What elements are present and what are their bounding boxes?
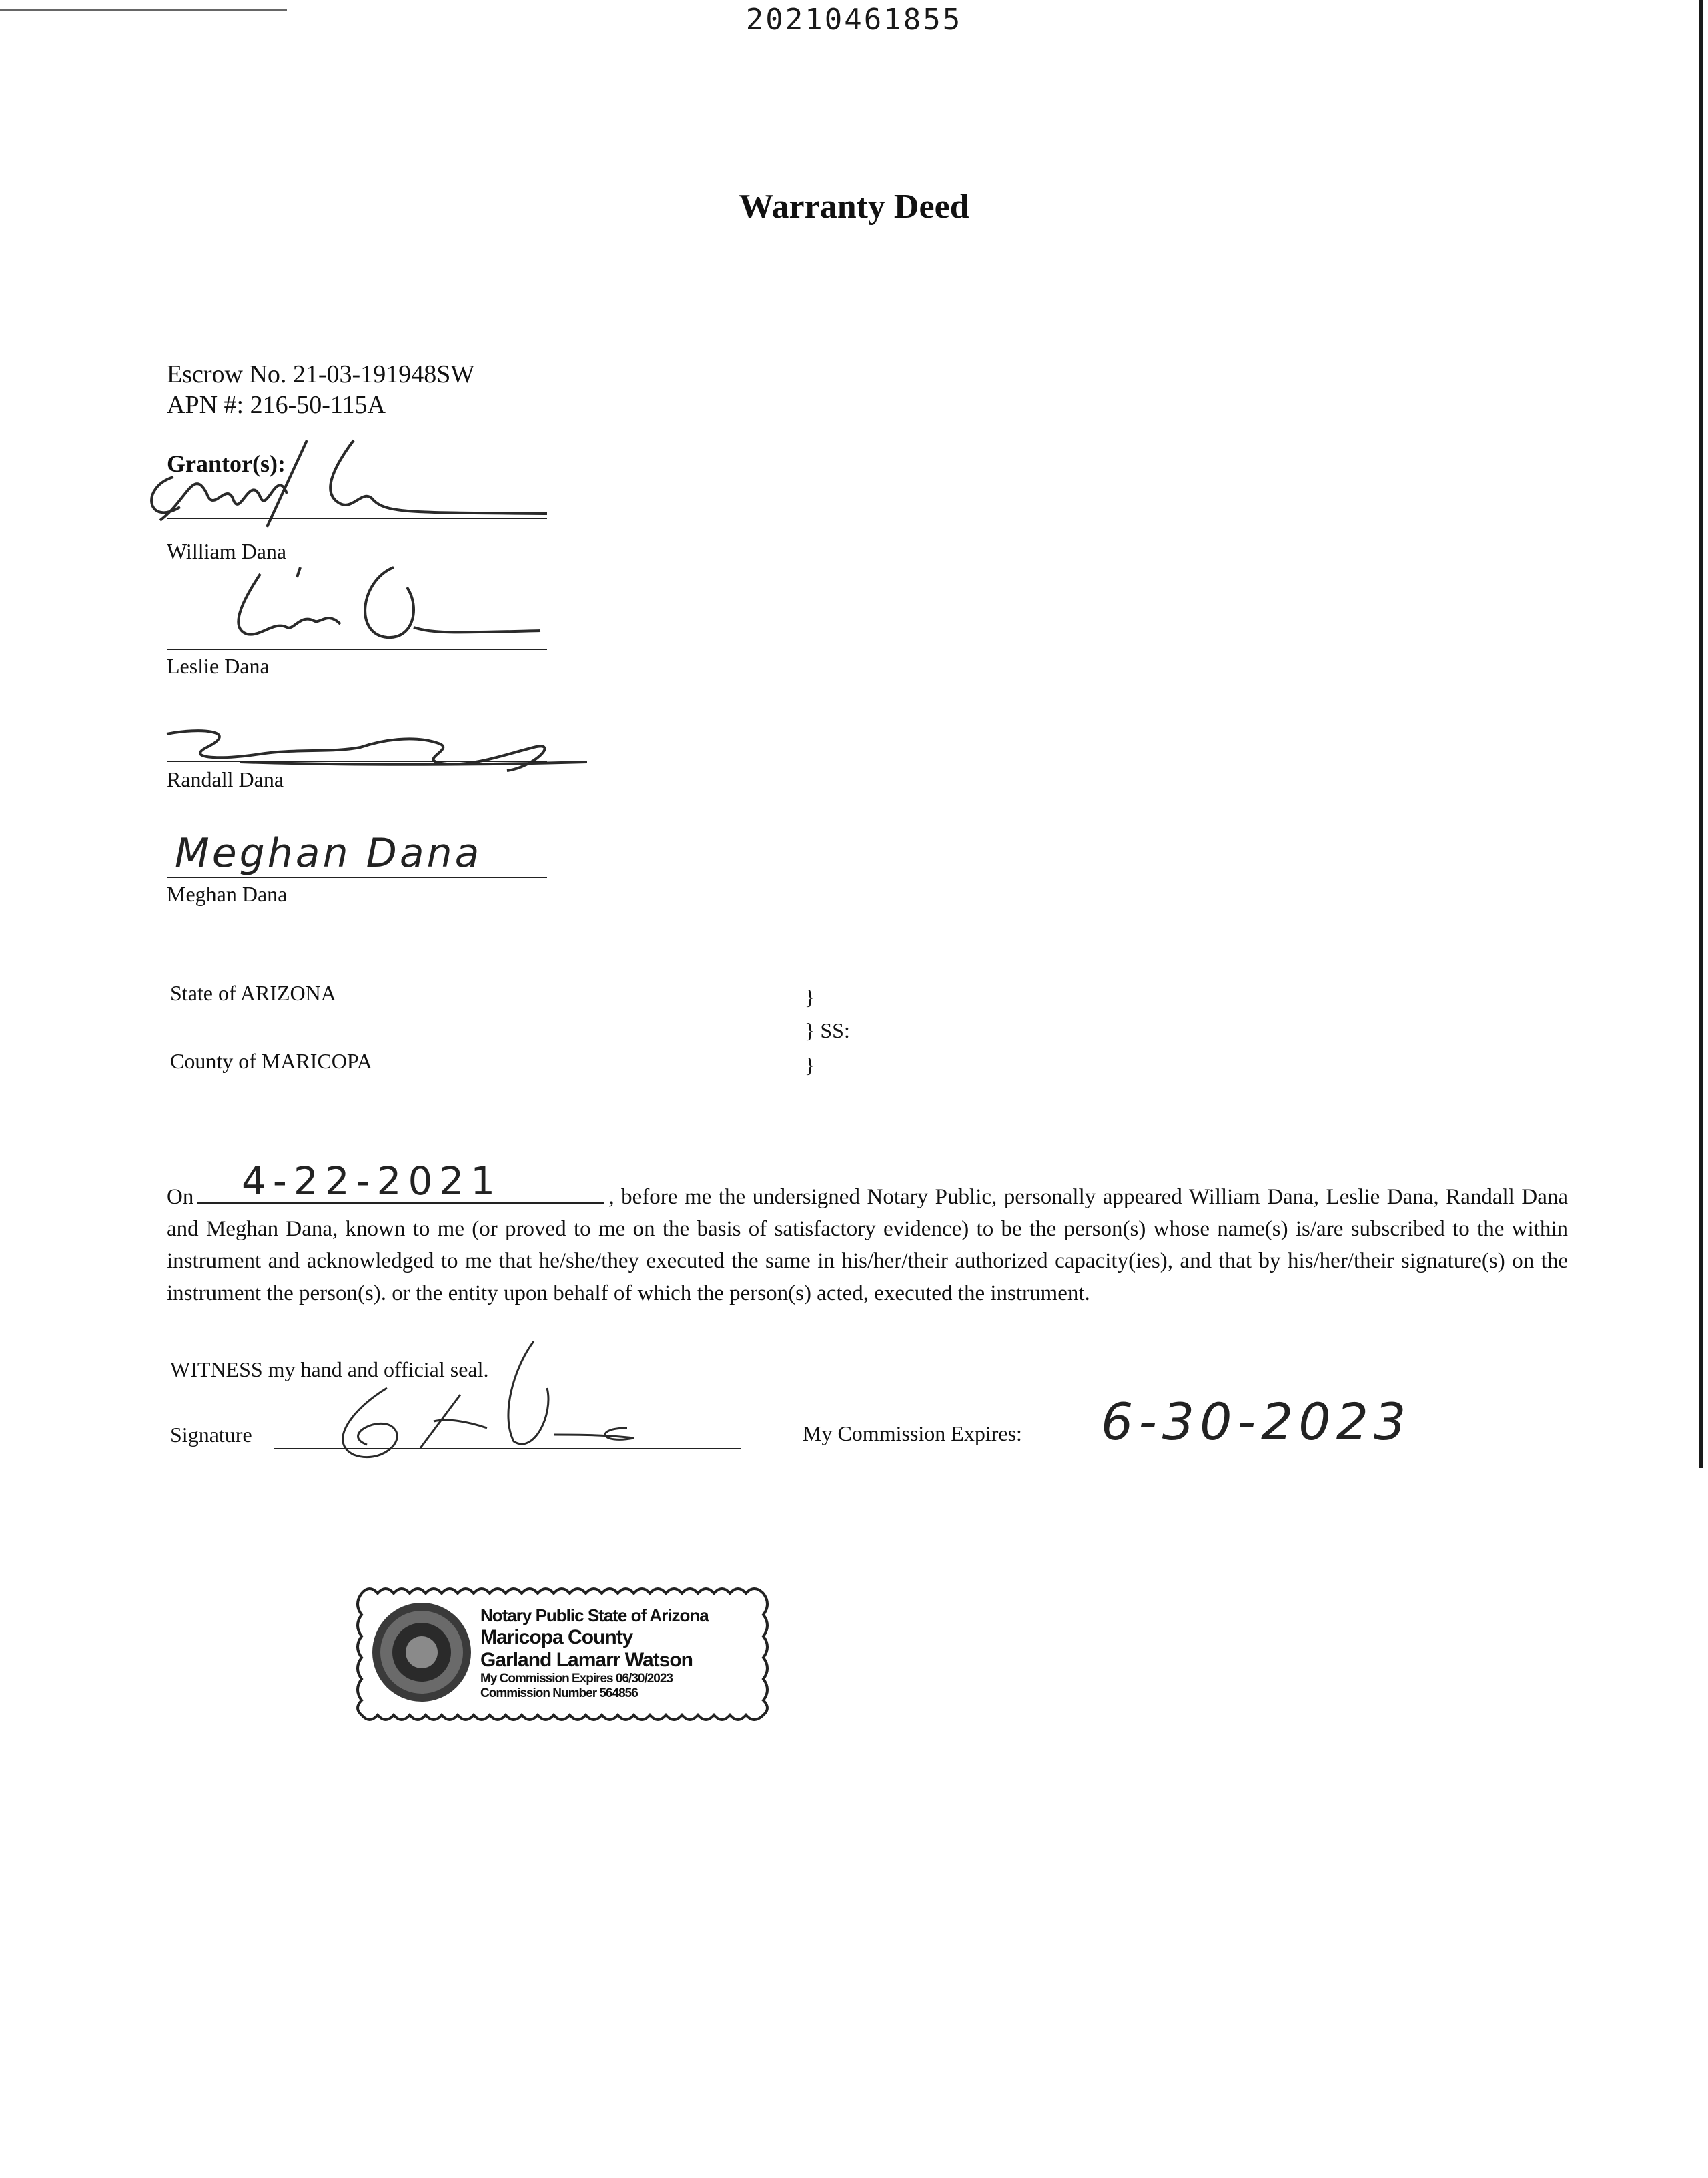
venue-ss: } SS: — [805, 1018, 850, 1042]
witness-line: WITNESS my hand and official seal. — [170, 1357, 489, 1381]
grantor-name-randall: Randall Dana — [167, 767, 284, 791]
notary-signature — [314, 1335, 754, 1468]
signature-william-dana — [133, 427, 560, 547]
grantor-label: Grantor(s): — [167, 450, 286, 477]
grantor-name-leslie: Leslie Dana — [167, 654, 270, 678]
document-title: Warranty Deed — [739, 188, 969, 226]
venue-county: County of MARICOPA — [170, 1049, 372, 1073]
venue-state: State of ARIZONA — [170, 981, 336, 1005]
stamp-text — [480, 1605, 709, 1701]
stamp-line-1: Notary Public State of Arizona — [480, 1605, 709, 1625]
stamp-line-5: Commission Number 564856 — [480, 1686, 638, 1700]
signature-leslie-dana — [220, 554, 554, 654]
notary-stamp — [355, 1581, 775, 1726]
on-label: On — [167, 1185, 194, 1209]
signature-label: Signature — [170, 1423, 252, 1447]
escrow-number: Escrow No. 21-03-191948SW — [167, 360, 475, 388]
recording-number: 20210461855 — [745, 3, 963, 37]
signature-line-meghan — [167, 877, 547, 878]
acknowledgment-text: , before me the undersigned Notary Public, personally appeared William Dana, Leslie Dana, Randall Dana and Meghan Dana, known to me (or proved to me on the basis of satisfactory evidence) to be the person(s) whose name(s) is/are subscribed to the within instrument and acknowledged to me that he/she/they executed the same in his/her/their authorized capacity(ies), and that by his/her/their signature(s) on the instrument the person(s). or the entity upon behalf of which the person(s) acted, executed the instrument. — [167, 1185, 1568, 1305]
grantor-name-meghan: Meghan Dana — [167, 882, 288, 906]
grantor-name-william: William Dana — [167, 539, 287, 563]
stamp-line-3: Garland Lamarr Watson — [480, 1649, 693, 1671]
stamp-line-2: Maricopa County — [480, 1626, 633, 1648]
venue-brace-bottom: } — [805, 1053, 815, 1077]
signature-line-william — [167, 518, 547, 519]
signature-line-leslie — [167, 649, 547, 650]
stamp-line-4: My Commission Expires 06/30/2023 — [480, 1672, 673, 1686]
venue-brace-top: } — [805, 985, 815, 1009]
commission-label: My Commission Expires: — [803, 1421, 1022, 1445]
apn-number: APN #: 216-50-115A — [167, 391, 386, 419]
escrow-block — [167, 359, 474, 420]
signature-meghan-dana: Meghan Dana — [175, 830, 482, 877]
signature-line-randall — [167, 761, 547, 762]
commission-expiry-handwritten: 6-30-2023 — [1101, 1392, 1412, 1451]
handwritten-date: 4-22-2021 — [242, 1158, 502, 1204]
